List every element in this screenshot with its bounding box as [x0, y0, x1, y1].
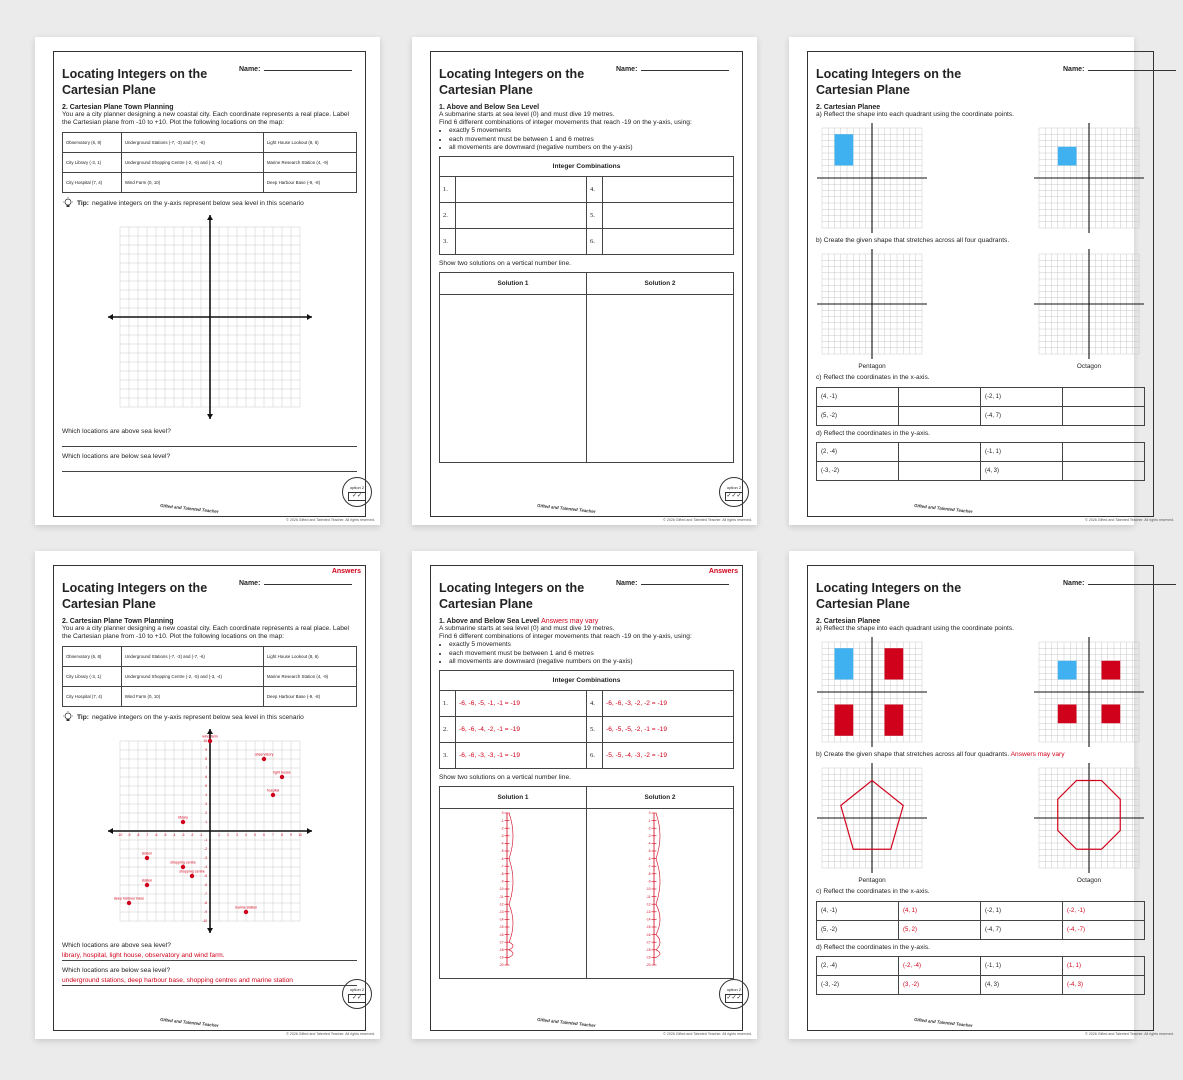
jump-arc	[656, 935, 660, 950]
option-badge: option 2 ✓✓	[342, 979, 372, 1009]
x-tick-label: 5	[253, 833, 256, 838]
x-tick-label: 6	[262, 833, 265, 838]
location-point	[144, 856, 148, 860]
number-line-label: -19	[645, 955, 651, 960]
x-tick-label: -10	[117, 833, 122, 838]
number-line-label: -13	[645, 910, 651, 915]
tip: Tip: negative integers on the y-axis represent below sea level in this scenario	[62, 711, 357, 723]
shape	[835, 134, 854, 165]
number-line-label: -15	[498, 925, 504, 930]
answer-below: underground stations, deep harbour base, shopping centres and marine station	[62, 974, 357, 986]
location-point	[279, 775, 283, 779]
location-label: hospital	[266, 788, 279, 793]
page-title: Locating Integers on the Cartesian Plane	[816, 581, 962, 611]
brand-logo: Gifted and Talented Teacher	[536, 502, 596, 515]
location-point	[144, 883, 148, 887]
number-line-label: -12	[498, 902, 504, 907]
number-line-label: -17	[645, 940, 651, 945]
section-heading: 1. Above and Below Sea Level Answers may vary	[439, 618, 599, 625]
location-label: station	[141, 878, 152, 883]
y-tick-label: 6	[204, 775, 207, 780]
name-field[interactable]: Name:	[616, 66, 736, 73]
page-title: Locating Integers on the Cartesian Plane	[62, 581, 208, 611]
number-line-label: -12	[645, 902, 651, 907]
quadrant-grid	[816, 636, 928, 748]
show-two-text: Show two solutions on a vertical number line.	[439, 260, 571, 268]
y-tick-label: -6	[203, 883, 207, 888]
y-tick-label: 10	[202, 739, 207, 744]
reflect-x-table: (4, -1) (-2, 1) (5, -2) (-4, 7)	[816, 387, 1145, 426]
copyright: © 2026 Gifted and Talented Teacher. All rights reserved.	[286, 518, 375, 522]
number-line-label: 0	[501, 811, 504, 816]
x-tick-label: 7	[271, 833, 274, 838]
number-line-label: -10	[498, 887, 504, 892]
copyright: © 2026 Gifted and Talented Teacher. All rights reserved.	[663, 518, 752, 522]
location-label: deep harbour base	[113, 896, 144, 901]
quadrant-grid[interactable]	[1033, 248, 1145, 360]
number-line-label: -8	[500, 872, 504, 877]
page-title: Locating Integers on the Cartesian Plane	[816, 67, 962, 97]
number-line-label: -6	[647, 857, 651, 862]
y-tick-label: 9	[204, 748, 207, 753]
section-heading: 2. Cartesian Planee	[816, 618, 881, 625]
pentagon-label: Pentagon	[858, 877, 886, 885]
brand-logo: Gifted and Talented Teacher	[913, 502, 973, 515]
jump-arc	[509, 950, 513, 958]
name-field[interactable]: Name:	[1063, 580, 1183, 587]
combinations-table: Integer Combinations 1. -6, -6, -5, -1, -1 = -19 4. -6, -6, -3, -2, -2 = -19 2. -6, -6, -4, -2, -1 = -19 5. -6, -5, -5, -2, -1 = -19 3. -6, -6, -3, -3, -1 = -19 6. -5, -5, -4, -3, -2 = -19	[439, 670, 734, 769]
shape	[1102, 705, 1121, 724]
copyright: © 2026 Gifted and Talented Teacher. All rights reserved.	[663, 1032, 752, 1036]
name-field[interactable]: Name:	[239, 580, 359, 587]
number-line-label: -2	[500, 826, 504, 831]
option-badge: option 2 ✓✓	[342, 477, 372, 507]
y-tick-label: -8	[203, 901, 207, 906]
brand-logo: Gifted and Talented Teacher	[913, 1016, 973, 1029]
location-label: marine station	[234, 905, 257, 910]
x-tick-label: -8	[136, 833, 139, 838]
jump-arc	[509, 813, 513, 859]
jump-arc	[656, 813, 660, 859]
y-tick-label: 7	[204, 766, 207, 771]
y-tick-label: 5	[204, 784, 207, 789]
section-heading: 2. Cartesian Planee	[816, 104, 881, 111]
brand-logo: Gifted and Talented Teacher	[159, 1016, 219, 1029]
shape	[1058, 147, 1077, 166]
reflect-y-table: (2, -4) (-2, -4) (-1, 1) (1, 1) (-3, -2) (3, -2) (4, 3) (-4, 3)	[816, 956, 1145, 995]
y-tick-label: -9	[203, 910, 207, 915]
shape	[885, 648, 904, 679]
worksheet-planee-answers: Locating Integers on the Cartesian Plane Name: 2. Cartesian Planee a) Reflect the shape into each quadrant using the coordinate points. b) Create the given shape that stretches across all four quadrants. Answers may vary Pentagon Octagon c) Reflect the coordinates in the x-axis. (4, -1) (4, 1) (-2, 1) (-2, -1) (5, -2) (5, 2) (-4, 7) (-4, -7) d) Reflect the coordinates in the y-axis. (2, -4) (-2, -4) (-1, 1) (1, 1) (-3, -2) (3, -2) (4, 3) (-4, 3) Gifted and Talented Teacher © 2026 Gifted and Talented Teacher. All rights reserved.	[789, 551, 1134, 1039]
worksheet-planee: Locating Integers on the Cartesian Plane Name: 2. Cartesian Planee a) Reflect the shape into each quadrant using the coordinate points. b) Create the given shape that stretches across all four quadrants. Pentagon Octagon c) Reflect the coordinates in the x-axis. (4, -1) (-2, 1) (5, -2) (-4, 7) d) Reflect the coordinates in the y-axis. (2, -4) (-1, 1) (-3, -2) (4, 3) Gifted and Talented Teacher © 2026 Gifted and Talented Teacher. All rights reserved.	[789, 37, 1134, 525]
location-label: library	[177, 815, 188, 820]
y-tick-label: 3	[204, 802, 207, 807]
reflect-x-table: (4, -1) (4, 1) (-2, 1) (-2, -1) (5, -2) (5, 2) (-4, 7) (-4, -7)	[816, 901, 1145, 940]
brand-logo: Gifted and Talented Teacher	[536, 1016, 596, 1029]
x-tick-label: -1	[199, 833, 202, 838]
tip: Tip: negative integers on the y-axis represent below sea level in this scenario	[62, 197, 357, 209]
question-below: Which locations are below sea level?	[62, 453, 171, 461]
number-line-label: -4	[647, 841, 651, 846]
number-line-label: -14	[645, 917, 651, 922]
x-tick-label: 9	[289, 833, 292, 838]
name-field[interactable]: Name:	[239, 66, 359, 73]
copyright: © 2026 Gifted and Talented Teacher. All rights reserved.	[1085, 1032, 1174, 1036]
location-label: shopping centre	[169, 860, 196, 865]
shape	[1102, 661, 1121, 680]
number-line-label: -11	[646, 895, 651, 900]
x-tick-label: -2	[190, 833, 193, 838]
worksheet-town-planning	[35, 37, 380, 525]
quadrant-grid[interactable]	[816, 248, 928, 360]
number-line-label: -4	[500, 841, 504, 846]
y-tick-label: 1	[204, 820, 207, 825]
jump-arc	[656, 950, 660, 958]
number-line-label: -9	[647, 879, 651, 884]
location-label: wind farm	[201, 734, 218, 739]
number-line-label: -6	[500, 857, 504, 862]
worksheet-sea-level-answers: Answers Locating Integers on the Cartesian Plane Name: 1. Above and Below Sea Level Answers may vary A submarine starts at sea level (0) and must dive 19 metres. Find 6 different combinations of integer movements that reach -19 on the y-axis, using: • exactly 5 movements • each movement must be between 1 and 6 metres • all movements are downward (negative numbers on the y-axis) Integer Combinations 1. -6, -6, -5, -1, -1 = -19 4. -6, -6, -3, -2, -2 = -19 2. -6, -6, -4, -2, -1 = -19 5. -6, -5, -5, -2, -1 = -19 3. -6, -6, -3, -3, -1 = -19 6. -5, -5, -4, -3, -2 = -19 Show two solutions on a vertical number line. Solution 1 Solution 2 0 -1 -2 -3 -4 -5 -6 -7 -8 -9 -10 -11 -12 -13 -14 -15 -16 -17 -18 -19 -20 0 -1 -2 -3 -4 -5 -6 -7 -8 -9 -10 -11 -12 -13 -14 -15 -16 -17 -18 -19 -20 Gifted and Talented Teacher option 2 ✓✓✓ © 2026 Gifted and Talented Teacher. All rights reserved.	[412, 551, 757, 1039]
answers-tag: Answers	[331, 568, 361, 575]
number-line-label: -9	[500, 879, 504, 884]
location-label: station	[141, 851, 152, 856]
y-tick-label: 4	[204, 793, 207, 798]
locations-table: Observatory (6, 8) Underground Stations (-7, -3) and (-7, -6) Light House Lookout (8, 6) City Library (-3, 1) Underground Shopping Centre (-2, -5) and (-3, -4) Marine Research Station (4, -9) City Hospital (7, 4) Wind Farm (0, 10) Deep Harbour Base (-9, -8)	[62, 646, 357, 707]
number-line-label: -5	[647, 849, 651, 854]
number-line-label: -20	[498, 963, 504, 968]
brand-logo: Gifted and Talented Teacher	[159, 502, 219, 515]
quadrant-grid[interactable]	[1033, 122, 1145, 234]
number-line-label: -7	[500, 864, 504, 869]
number-line-label: -1	[647, 819, 651, 824]
question-below: Which locations are below sea level?	[62, 967, 171, 975]
intro-text: You are a city planner designing a new coastal city. Each coordinate represents a real place. Label the Cartesian plane from -10 to +10. Plot the following locations on the map:	[62, 111, 350, 127]
y-tick-label: -2	[203, 847, 207, 852]
octagon-label: Octagon	[1076, 877, 1102, 885]
number-line-solution-2	[640, 809, 680, 973]
number-line-label: -18	[498, 948, 504, 953]
answer-line-above[interactable]	[62, 435, 357, 447]
answers-tag: Answers	[708, 568, 738, 575]
number-line-label: -5	[500, 849, 504, 854]
y-tick-label: 8	[204, 757, 207, 762]
lightbulb-icon	[62, 197, 74, 209]
shape	[835, 648, 854, 679]
y-tick-label: -10	[201, 919, 207, 924]
location-point	[207, 739, 211, 743]
number-line-label: -16	[498, 933, 504, 938]
jump-arc	[509, 859, 513, 905]
number-line-label: -2	[647, 826, 651, 831]
number-line-label: -14	[498, 917, 504, 922]
y-tick-label: -1	[203, 838, 207, 843]
number-line-label: -8	[647, 872, 651, 877]
location-label: observatory	[254, 752, 273, 757]
number-line-label: -3	[647, 834, 651, 839]
page-title: Locating Integers on the Cartesian Plane	[62, 67, 208, 97]
jump-arc	[656, 859, 660, 905]
copyright: © 2026 Gifted and Talented Teacher. All rights reserved.	[1085, 518, 1174, 522]
shape	[1058, 661, 1077, 680]
reflect-y-table: (2, -4) (-1, 1) (-3, -2) (4, 3)	[816, 442, 1145, 481]
page-title: Locating Integers on the Cartesian Plane	[439, 581, 585, 611]
x-tick-label: 2	[226, 833, 229, 838]
number-line-label: -11	[499, 895, 504, 900]
y-tick-label: -7	[203, 892, 207, 897]
number-line-label: -16	[645, 933, 651, 938]
section-heading: 2. Cartesian Plane Town Planning	[62, 618, 174, 625]
copyright: © 2026 Gifted and Talented Teacher. All rights reserved.	[286, 1032, 375, 1036]
intro-text: You are a city planner designing a new coastal city. Each coordinate represents a real place. Label the Cartesian plane from -10 to +10. Plot the following locations on the map:	[62, 625, 350, 641]
cartesian-plane[interactable]	[105, 212, 315, 422]
answer-line-below[interactable]	[62, 460, 357, 472]
location-point	[180, 820, 184, 824]
name-field[interactable]: Name:	[616, 580, 736, 587]
solutions-table: Solution 1 Solution 2	[439, 272, 734, 463]
x-tick-label: -7	[145, 833, 148, 838]
pentagon-label: Pentagon	[858, 363, 886, 371]
x-tick-label: 10	[297, 833, 302, 838]
location-point	[189, 874, 193, 878]
solutions-table: Solution 1 Solution 2 0 -1 -2 -3 -4 -5 -6 -7 -8 -9 -10 -11 -12 -13 -14 -15 -16 -17 -18 -19 -20 0 -1 -2 -3 -4 -5 -6 -7 -8 -9 -10 -11 -12 -13 -14 -15 -16 -17 -18 -19 -20	[439, 786, 734, 979]
combinations-table: Integer Combinations 1. 4. 2. 5. 3. 6.	[439, 156, 734, 255]
number-line-label: -3	[500, 834, 504, 839]
page-title: Locating Integers on the Cartesian Plane	[439, 67, 585, 97]
show-two-text: Show two solutions on a vertical number line.	[439, 774, 571, 782]
location-point	[243, 910, 247, 914]
number-line-label: 0	[648, 811, 651, 816]
option-badge: option 2 ✓✓✓	[719, 477, 749, 507]
x-tick-label: -5	[163, 833, 166, 838]
location-label: shopping centre	[178, 869, 205, 874]
question-above: Which locations are above sea level?	[62, 942, 171, 950]
number-line-label: -15	[645, 925, 651, 930]
y-tick-label: -4	[203, 865, 207, 870]
number-line-label: -13	[498, 910, 504, 915]
answer-above: library, hospital, light house, observatory and wind farm.	[62, 949, 357, 961]
jump-arc	[656, 904, 660, 934]
name-field[interactable]: Name:	[1063, 66, 1183, 73]
worksheet-town-planning-answers	[35, 551, 380, 1039]
number-line-label: -20	[645, 963, 651, 968]
location-point	[126, 901, 130, 905]
x-tick-label: 1	[217, 833, 220, 838]
quadrant-grid	[816, 762, 928, 874]
cartesian-plane-answers	[105, 726, 315, 936]
location-label: light house	[272, 770, 291, 775]
x-tick-label: 3	[235, 833, 238, 838]
quadrant-grid[interactable]	[816, 122, 928, 234]
number-line-solution-1	[493, 809, 533, 973]
jump-arc	[509, 942, 513, 950]
lightbulb-icon	[62, 711, 74, 723]
question-above: Which locations are above sea level?	[62, 428, 171, 436]
number-line-label: -10	[645, 887, 651, 892]
y-tick-label: 2	[204, 811, 207, 816]
y-tick-label: -3	[203, 856, 207, 861]
location-point	[261, 757, 265, 761]
x-tick-label: -9	[127, 833, 130, 838]
x-tick-label: -6	[154, 833, 157, 838]
jump-arc	[509, 904, 513, 942]
number-line-label: -17	[498, 940, 504, 945]
number-line-label: -7	[647, 864, 651, 869]
octagon-label: Octagon	[1076, 363, 1102, 371]
section-heading: 2. Cartesian Plane Town Planning	[62, 104, 174, 111]
shape	[1058, 705, 1077, 724]
x-tick-label: -4	[172, 833, 175, 838]
number-line-label: -19	[498, 955, 504, 960]
number-line-label: -1	[500, 819, 504, 824]
worksheet-sea-level: Locating Integers on the Cartesian Plane Name: 1. Above and Below Sea Level A submarine starts at sea level (0) and must dive 19 metres. Find 6 different combinations of integer movements that reach -19 on the y-axis, using: • exactly 5 movements • each movement must be between 1 and 6 metres • all movements are downward (negative numbers on the y-axis) Integer Combinations 1. 4. 2. 5. 3. 6. Show two solutions on a vertical number line. Solution 1 Solution 2 Gifted and Talented Teacher option 2 ✓✓✓ © 2026 Gifted and Talented Teacher. All rights reserved.	[412, 37, 757, 525]
shape	[885, 705, 904, 736]
shape	[835, 705, 854, 736]
locations-table: Observatory (6, 8) Underground Stations (-7, -3) and (-7, -6) Light House Lookout (8, 6) City Library (-3, 1) Underground Shopping Centre (-2, -5) and (-3, -4) Marine Research Station (4, -9) City Hospital (7, 4) Wind Farm (0, 10) Deep Harbour Base (-9, -8)	[62, 132, 357, 193]
quadrant-grid	[1033, 636, 1145, 748]
section-heading: 1. Above and Below Sea Level	[439, 104, 540, 111]
location-point	[270, 793, 274, 797]
x-tick-label: 8	[280, 833, 283, 838]
quadrant-grid	[1033, 762, 1145, 874]
x-tick-label: 4	[244, 833, 247, 838]
y-tick-label: -5	[203, 874, 207, 879]
option-badge: option 2 ✓✓✓	[719, 979, 749, 1009]
x-tick-label: -3	[181, 833, 184, 838]
number-line-label: -18	[645, 948, 651, 953]
